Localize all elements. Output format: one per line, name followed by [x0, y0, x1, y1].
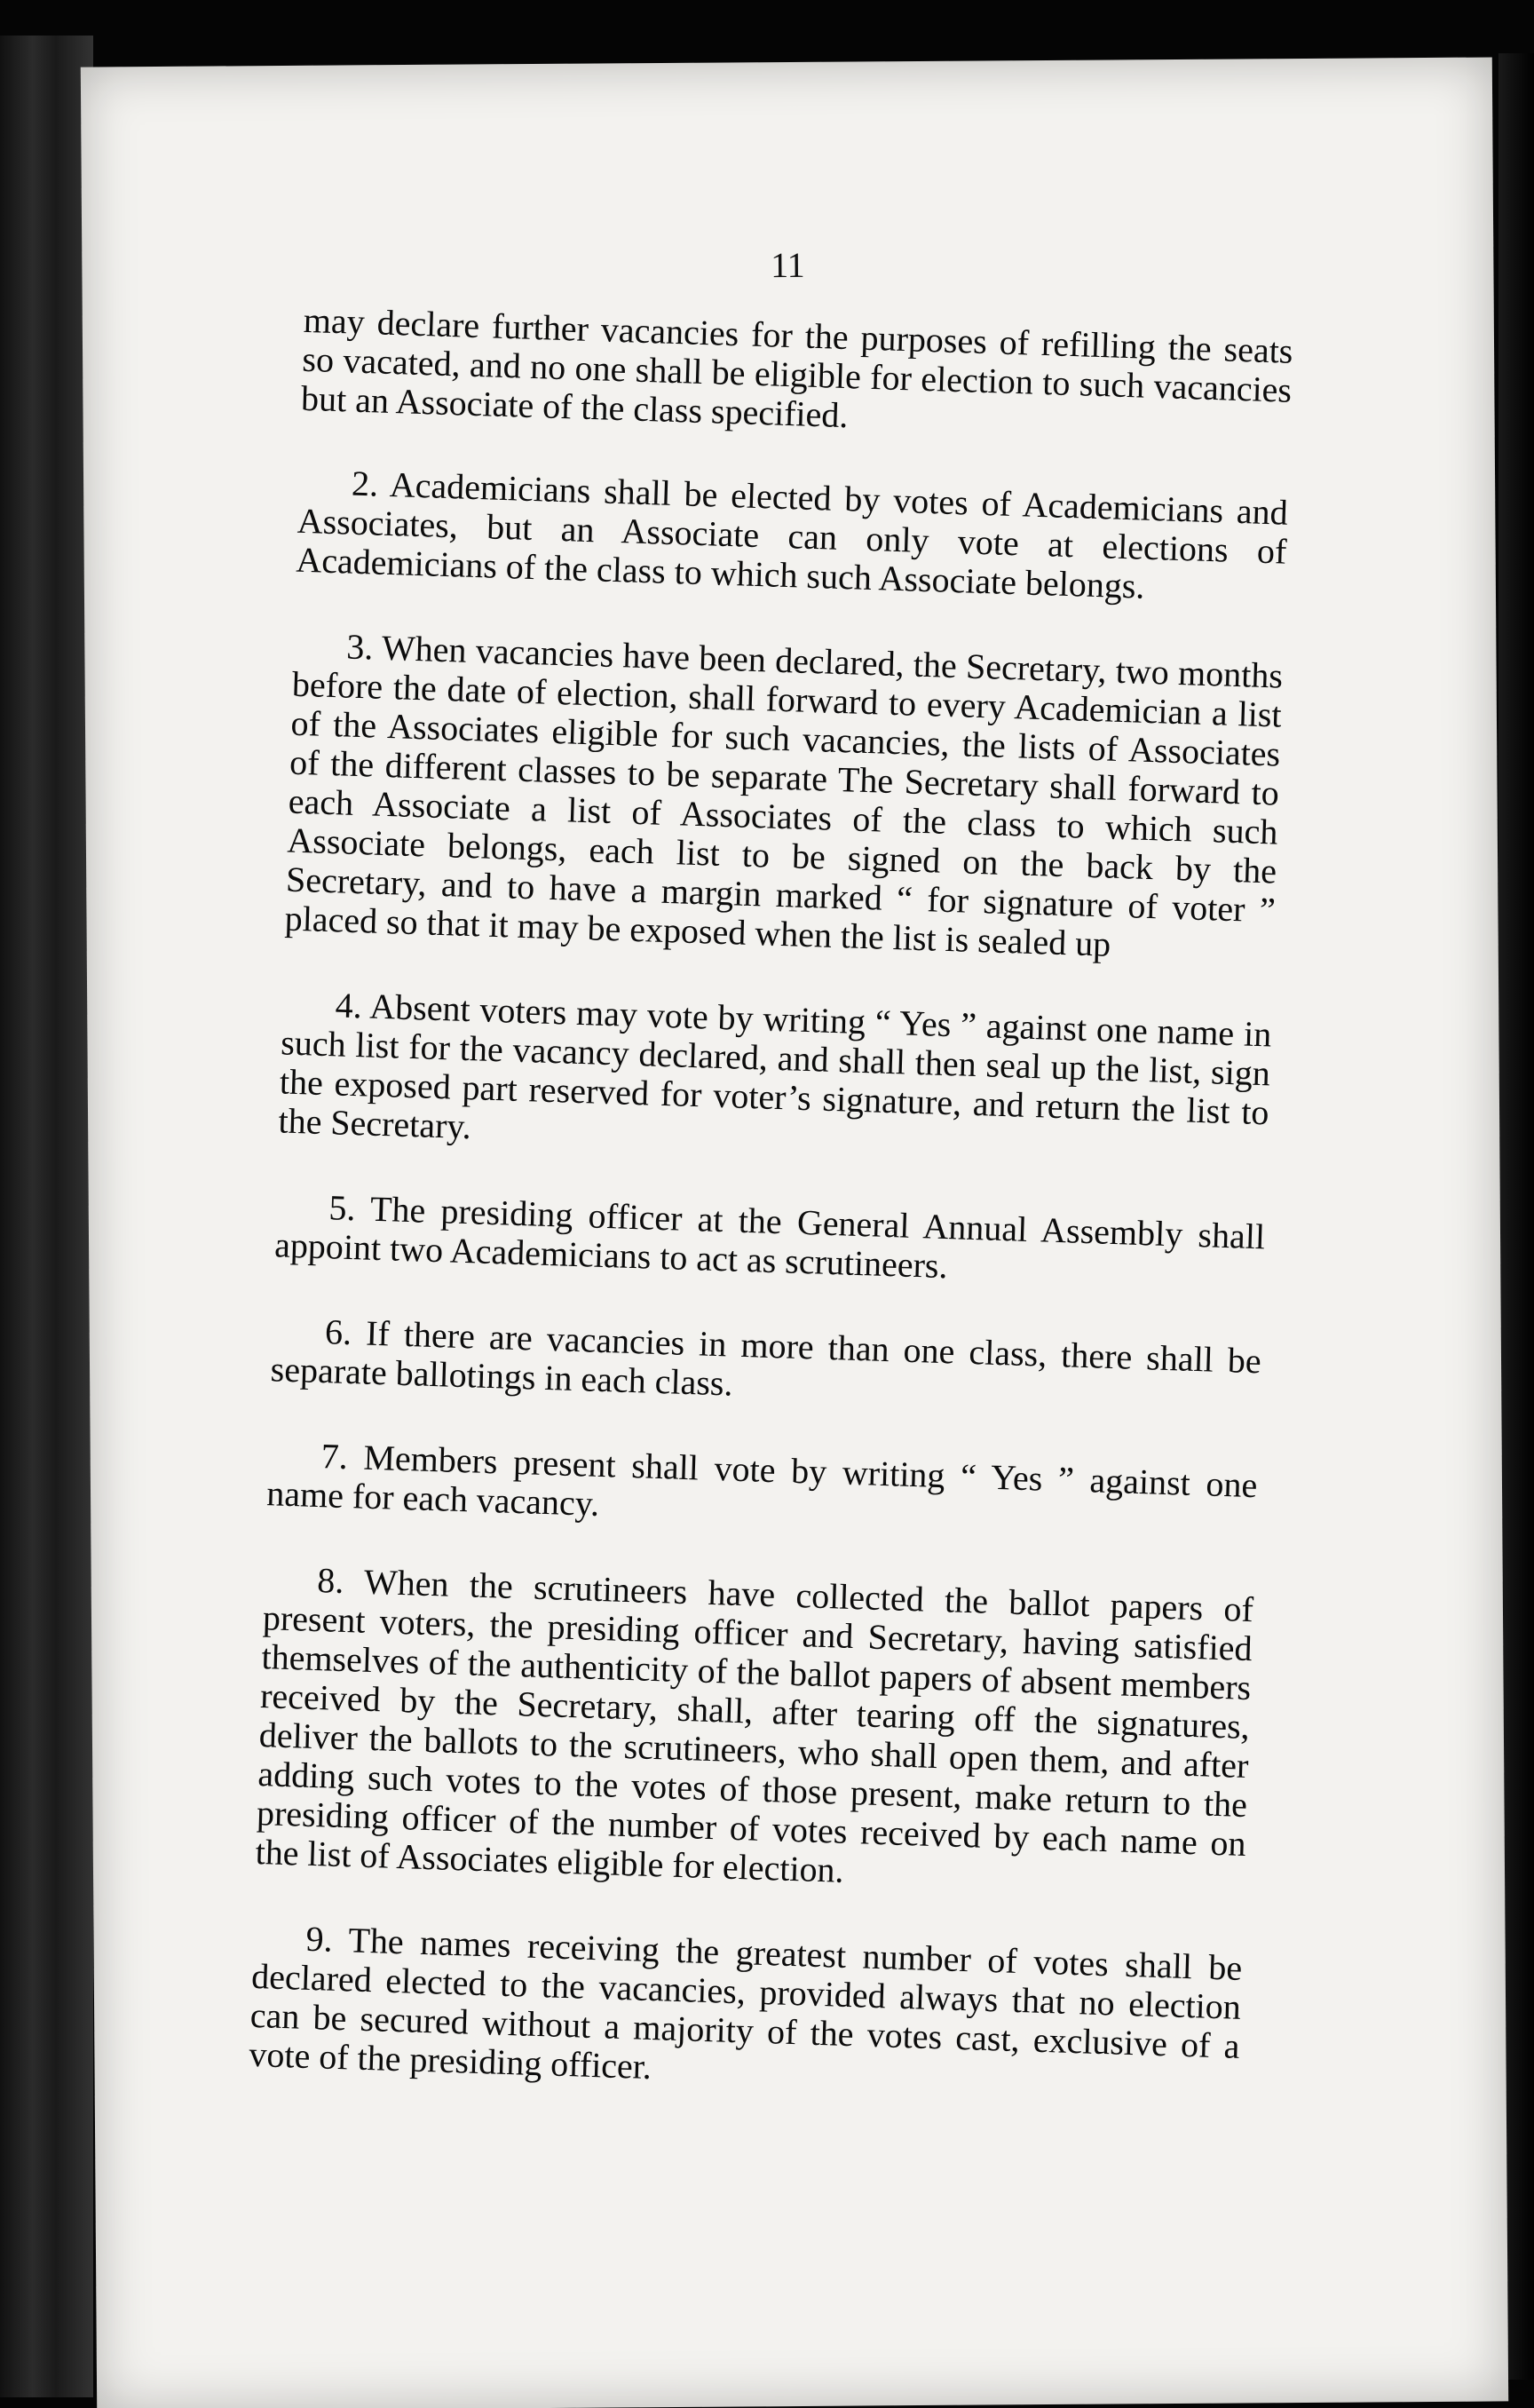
page-number: 11 [770, 244, 805, 286]
paragraph-2: 2. Academicians shall be elected by votes of Academicians and Associates, but an Associate can only vote at elections of Academicians of the class to which such Associate belongs. [295, 463, 1289, 606]
paragraph-9: 9. The names receiving the greatest number of votes shall be declared elected to the vacancies, provided always that no election can be secured without a majority of the votes cast, exclusive of a vote of the presiding officer. [248, 1918, 1243, 2087]
paragraph-5: 5. The presiding officer at the General Annual Assembly shall appoint two Academicians to act as scrutineers. [273, 1187, 1266, 1287]
book-spine-edge [0, 36, 93, 2397]
paragraph-4: 4. Absent voters may vote by writing “ Yes ” against one name in such list for the vacancy declared, and shall then seal up the list, sign the exposed part reserved for voter’s signature, and return the list to the Secretary. [277, 985, 1272, 1147]
page-body [247, 301, 1293, 2151]
paragraph-continuation: may declare further vacancies for the purposes of refilling the seats so vacated, and no one shall be eligible for election to such vacancies but an Associate of the class specified. [300, 299, 1294, 436]
paragraph-8: 8. When the scrutineers have collected the ballot papers of present voters, the presiding officer and Secretary, having satisfied themselves of the authenticity of the ballot papers of absent members received by the Secretary, shall, after tearing off the signatures, deliver the ballots to the scrutineers, who shall open them, and after adding such votes to the votes of those present, make return to the presiding officer of the number of votes received by each name on the list of Associates eligible for election. [255, 1560, 1254, 1890]
paragraph-3: 3. When vacancies have been declared, the Secretary, two months before the date of election, shall forward to every Academician a list of the Associates eligible for such vacancies, the lists of Associates of the different classes to be separate The Secretary shall forward to each Associate a list of Associates of the class to which such Associate belongs, each list to be signed on the back by the Secretary, and to have a margin marked “ for signature of voter ” placed so that it may be exposed when the list is sealed up [284, 626, 1284, 964]
paragraph-6: 6. If there are vacancies in more than one class, there shall be separate ballotings in each class. [270, 1311, 1262, 1404]
book-page [81, 57, 1508, 2408]
paragraph-7: 7. Members present shall vote by writing “ Yes ” against one name for each vacancy. [265, 1436, 1258, 1524]
